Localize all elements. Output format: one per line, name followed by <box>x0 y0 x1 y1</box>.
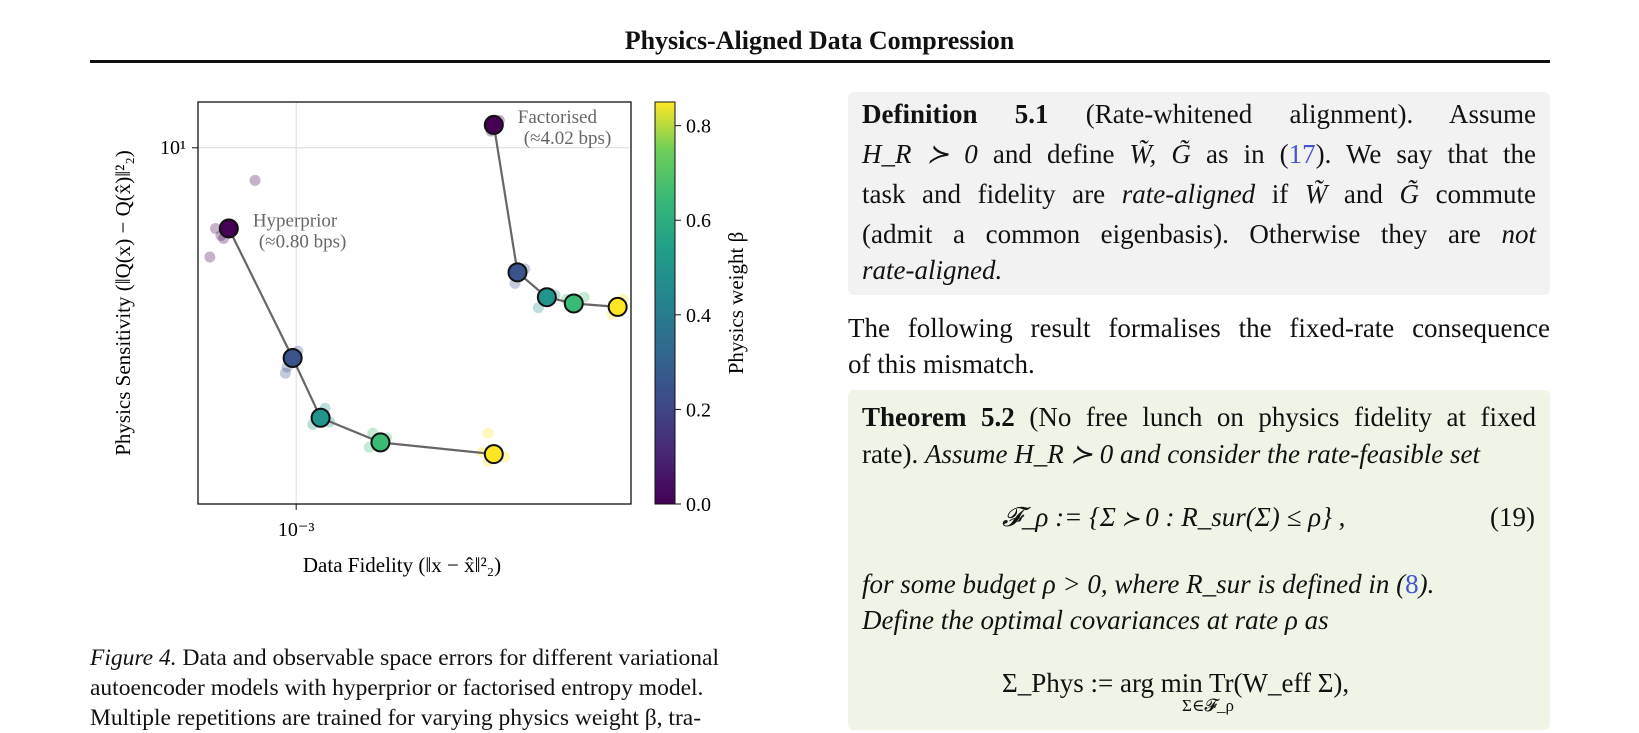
math-hr: H_R ≻ 0 <box>862 139 978 169</box>
theorem-assume: Assume H_R ≻ 0 and consider the rate-feasible set <box>924 439 1480 469</box>
definition-line3-commute: commute <box>1435 179 1537 209</box>
figure-4 <box>90 70 810 630</box>
definition-text-define: and define <box>992 139 1115 169</box>
colorbar-tick-label: 0.4 <box>686 304 711 327</box>
definition-line3-if: if <box>1271 179 1289 209</box>
colorbar-label: Physics weight β <box>724 231 748 375</box>
definition-line-1 <box>862 96 1536 132</box>
repetition-point <box>280 368 291 379</box>
series-point-hyperprior <box>485 445 503 463</box>
series-point-hyperprior <box>284 349 302 367</box>
definition-rate-aligned: rate-aligned <box>1121 179 1256 209</box>
math-w: W̃ <box>1304 179 1328 209</box>
theorem-line-1 <box>862 399 1536 435</box>
repetition-point <box>250 175 261 186</box>
theorem-label: Theorem 5.2 <box>862 402 1015 432</box>
series-point-factorised <box>508 263 526 281</box>
definition-name: (Rate-whitened alignment). <box>1085 99 1414 129</box>
theorem-name-2: rate). <box>862 439 919 469</box>
colorbar-tick-label: 0.2 <box>686 399 711 422</box>
following-line-2: of this mismatch. <box>848 349 1035 379</box>
series-line-hyperprior <box>229 229 494 455</box>
colorbar-tick-label: 0.0 <box>686 494 711 516</box>
series-point-factorised <box>609 298 627 316</box>
colorbar-tick-label: 0.6 <box>686 210 711 233</box>
repetition-point <box>204 252 215 263</box>
colorbar-tick-label: 0.8 <box>686 115 711 138</box>
theorem-name: (No free lunch on physics fidelity at fixed <box>1029 402 1537 432</box>
definition-line4-not: not <box>1501 219 1536 249</box>
equation-phys-subscript: Σ∈𝓕_ρ <box>1182 696 1235 715</box>
series-point-factorised <box>565 294 583 312</box>
definition-line4-a: (admit a common eigenbasis). Otherwise they are <box>862 219 1481 249</box>
series-point-hyperprior <box>312 409 330 427</box>
y-tick-label: 10¹ <box>160 136 186 159</box>
definition-line3-a: task and fidelity are <box>862 179 1106 209</box>
caption-line-2: autoencoder models with hyperprior or factorised entropy model. <box>90 675 704 701</box>
page-title: Physics-Aligned Data Compression <box>624 26 1015 55</box>
series-point-factorised <box>485 116 503 134</box>
theorem-line-4: Define the optimal covariances at rate ρ as <box>862 605 1329 635</box>
caption-label: Figure 4. <box>90 645 177 671</box>
definition-label: Definition 5.1 <box>862 99 1049 129</box>
colorbar <box>655 102 675 504</box>
definition-line-2 <box>862 136 1536 172</box>
annotation-rate-factorised: (≈4.02 bps) <box>523 127 612 149</box>
definition-text-as-in: as in ( <box>1205 139 1289 169</box>
definition-text-after-ref: ). We say that the <box>1315 139 1537 169</box>
series-point-factorised <box>538 288 556 306</box>
theorem-line3-b: ). <box>1418 569 1435 599</box>
title-rule <box>90 60 1550 63</box>
definition-line-3 <box>862 176 1536 212</box>
definition-line-4 <box>862 216 1536 252</box>
repetition-point <box>483 428 494 439</box>
equation-19: 𝓕_ρ := {Σ ≻ 0 : R_sur(Σ) ≤ ρ} , <box>1002 502 1346 532</box>
math-g: G̃ <box>1399 179 1419 209</box>
definition-line-5: rate-aligned. <box>862 255 1003 285</box>
x-tick-label: 10⁻³ <box>277 519 315 541</box>
series-point-hyperprior <box>371 433 389 451</box>
theorem-line-2 <box>862 436 1536 472</box>
definition-line3-and: and <box>1343 179 1383 209</box>
equation-phys: Σ_Phys := arg min Tr(W_eff Σ), <box>1002 668 1350 698</box>
x-axis-label: Data Fidelity (‖x − x̂‖²₂) <box>302 553 502 577</box>
caption-line-3: Multiple repetitions are trained for varying physics weight β, tra- <box>90 705 702 731</box>
annotation-rate-hyperprior: (≈0.80 bps) <box>258 231 347 253</box>
y-axis-label: Physics Sensitivity (‖Q(x) − Q(x̂)‖²₂) <box>111 150 135 456</box>
theorem-line3-a: for some budget ρ > 0, where R_sur is defined in ( <box>862 569 1406 599</box>
scatter-chart <box>90 70 810 630</box>
annotation-hyperprior: Hyperprior <box>252 210 338 232</box>
annotation-factorised: Factorised <box>517 106 597 128</box>
theorem-line-3 <box>862 566 1536 602</box>
equation-19-number: (19) <box>1490 502 1535 532</box>
figure-caption <box>90 643 810 733</box>
ref-8-link[interactable]: 8 <box>1405 569 1419 599</box>
series-point-hyperprior <box>220 219 238 237</box>
math-wg: W̃, G̃ <box>1129 139 1191 169</box>
following-line-1: The following result formalises the fixed-rate consequence <box>848 313 1550 343</box>
definition-assume: Assume <box>1449 99 1536 129</box>
caption-line-1: Data and observable space errors for different variational <box>182 645 720 671</box>
ref-17-link[interactable]: 17 <box>1288 139 1316 169</box>
